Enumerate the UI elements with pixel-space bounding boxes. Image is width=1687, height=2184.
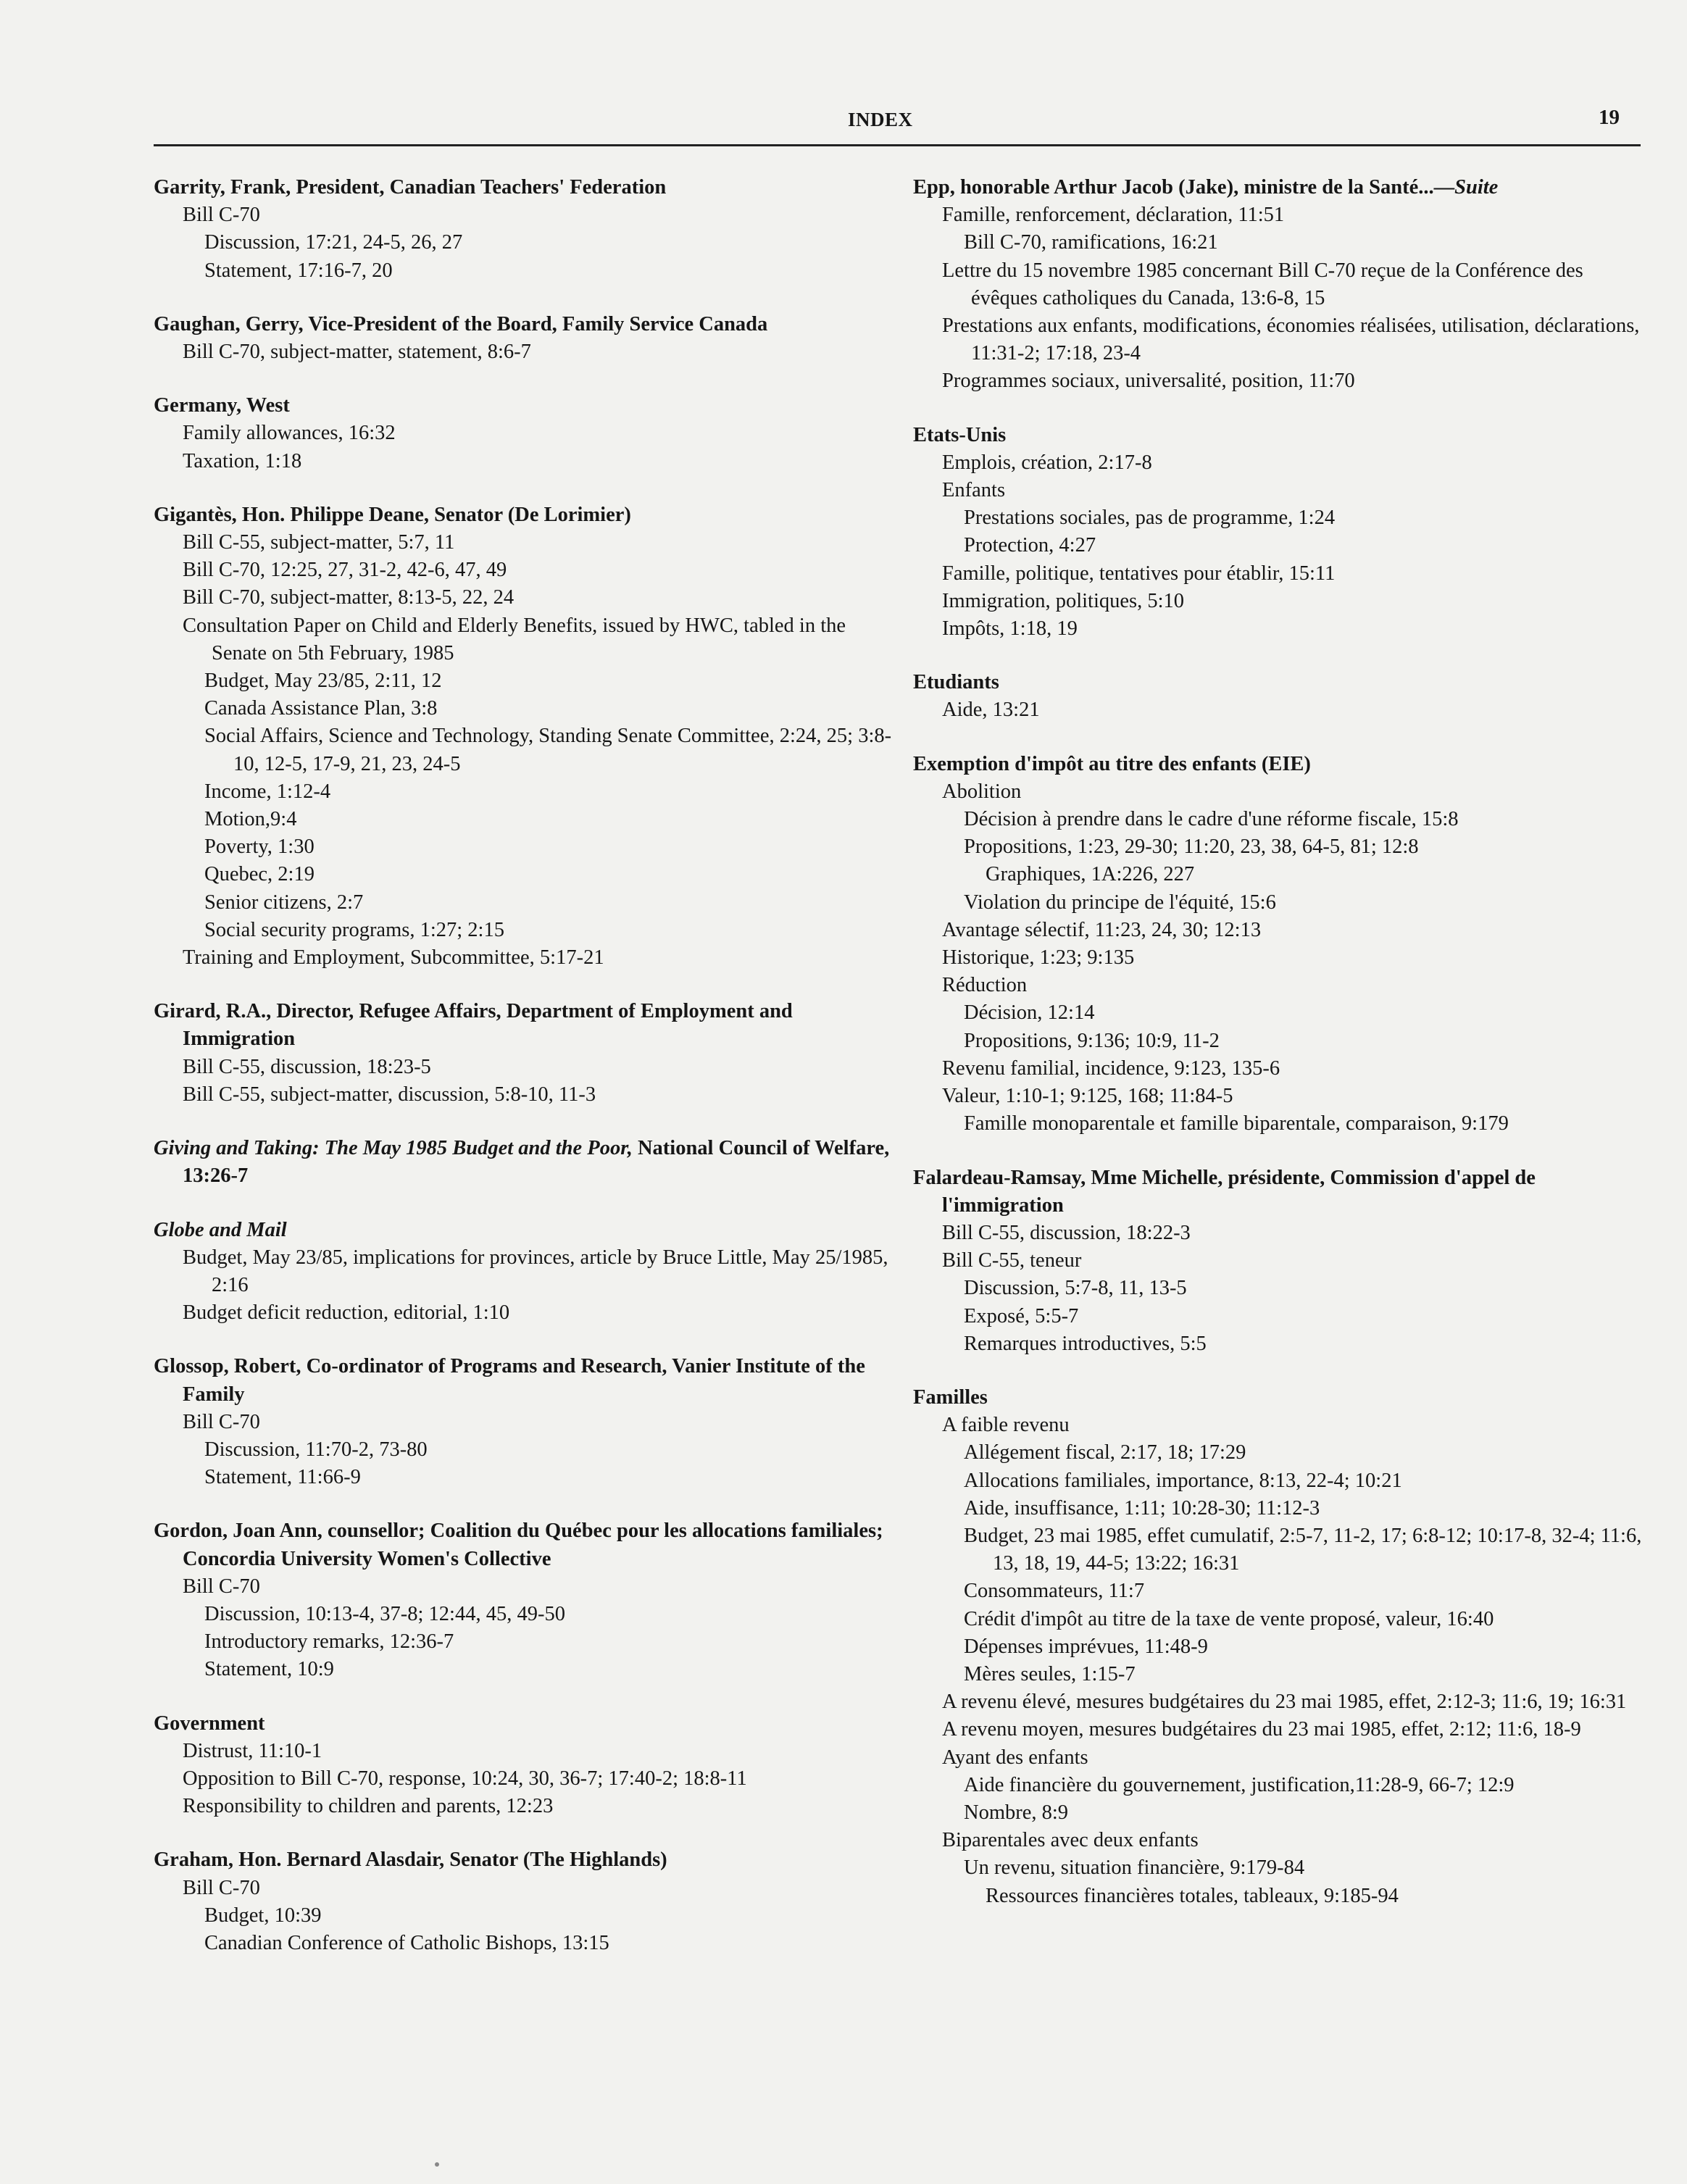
index-entry-heading xyxy=(154,1135,893,1190)
right-index-column xyxy=(913,174,1645,1936)
index-subentry: Bill C-70, 12:25, 27, 31-2, 42-6, 47, 49 xyxy=(183,559,507,582)
index-subentry: Social Affairs, Science and Technology, Standing Senate Committee, 2:24, 25; 3:8-10, 12-5, 17-9, 21, 23, 24-5 xyxy=(204,725,892,775)
index-entry xyxy=(913,174,1645,396)
index-entry-heading-text: Germany, West xyxy=(154,394,290,417)
index-subentry: Bill C-70, subject-matter, 8:13-5, 22, 24 xyxy=(183,586,515,609)
index-subentry: Budget, 10:39 xyxy=(204,1904,322,1927)
index-subentry: Budget, May 23/85, 2:11, 12 xyxy=(204,670,442,693)
index-subentry: Canada Assistance Plan, 3:8 xyxy=(204,697,438,720)
index-subentry: Discussion, 10:13-4, 37-8; 12:44, 45, 49-50 xyxy=(204,1602,565,1625)
index-entry-heading xyxy=(154,1217,893,1244)
index-subentry: Historique, 1:23; 9:135 xyxy=(942,946,1135,970)
index-entry-heading-italic: Globe and Mail xyxy=(154,1218,287,1241)
header-rule xyxy=(154,144,1641,146)
scan-speck xyxy=(435,2162,439,2167)
index-entry-heading-text: Etudiants xyxy=(913,671,999,694)
index-subentry: Aide financière du gouvernement, justification,11:28-9, 66-7; 12:9 xyxy=(964,1773,1515,1796)
index-subentry: Prestations sociales, pas de programme, 1:24 xyxy=(964,507,1336,530)
index-subentry: Poverty, 1:30 xyxy=(204,835,315,859)
index-subentry: Lettre du 15 novembre 1985 concernant Bill C-70 reçue de la Conférence des évêques catholiques du Canada, 13:6-8, 15 xyxy=(942,259,1583,309)
index-subentry: Discussion, 17:21, 24-5, 26, 27 xyxy=(204,231,463,254)
left-index-column xyxy=(154,174,893,1983)
index-subentry: Enfants xyxy=(942,479,1006,502)
index-subentry: Bill C-70, subject-matter, statement, 8:6-7 xyxy=(183,341,531,364)
index-entry-heading xyxy=(154,311,893,338)
index-subentry: Famille, renforcement, déclaration, 11:51 xyxy=(942,204,1285,227)
index-subentry: Statement, 17:16-7, 20 xyxy=(204,259,393,282)
index-entry-heading xyxy=(154,174,893,201)
index-subentry: Aide, insuffisance, 1:11; 10:28-30; 11:12-3 xyxy=(964,1496,1320,1520)
index-subentry: Famille, politique, tentatives pour établir, 15:11 xyxy=(942,562,1336,585)
index-subentry: Statement, 10:9 xyxy=(204,1658,334,1681)
index-entry xyxy=(154,1517,893,1683)
index-entry xyxy=(913,751,1645,1138)
index-subentry: Bill C-70 xyxy=(183,204,260,227)
index-entry-heading xyxy=(913,1384,1645,1412)
index-subentry: Bill C-70 xyxy=(183,1410,260,1433)
index-entry-heading-text: Epp, honorable Arthur Jacob (Jake), ministre de la Santé...— xyxy=(913,176,1455,199)
index-subentry: Family allowances, 16:32 xyxy=(183,422,396,445)
index-subentry: Consommateurs, 11:7 xyxy=(964,1580,1145,1603)
index-subentry: Income, 1:12-4 xyxy=(204,780,331,803)
index-entry-heading-text: Exemption d'impôt au titre des enfants (EIE) xyxy=(913,752,1311,775)
index-subentry: Introductory remarks, 12:36-7 xyxy=(204,1630,454,1654)
index-subentry: Valeur, 1:10-1; 9:125, 168; 11:84-5 xyxy=(942,1085,1233,1108)
index-entry-heading xyxy=(913,1164,1645,1220)
index-subentry: Réduction xyxy=(942,974,1028,997)
index-subentry: Emplois, création, 2:17-8 xyxy=(942,451,1152,474)
index-entry-heading-text: Familles xyxy=(913,1385,988,1409)
index-subentry: Budget deficit reduction, editorial, 1:10 xyxy=(183,1301,510,1325)
index-entry-heading-text: Gigantès, Hon. Philippe Deane, Senator (De Lorimier) xyxy=(154,503,631,526)
index-subentry: Budget, May 23/85, implications for provinces, article by Bruce Little, May 25/1985, 2:16 xyxy=(183,1246,888,1296)
index-subentry: Immigration, politiques, 5:10 xyxy=(942,589,1185,612)
index-entry-heading xyxy=(154,998,893,1053)
index-subentry: Distrust, 11:10-1 xyxy=(183,1739,322,1762)
index-subentry: Bill C-55, subject-matter, discussion, 5:8-10, 11-3 xyxy=(183,1083,596,1106)
index-subentry: Revenu familial, incidence, 9:123, 135-6 xyxy=(942,1056,1280,1080)
index-subentry: Bill C-70 xyxy=(183,1575,260,1598)
index-subentry: Prestations aux enfants, modifications, économies réalisées, utilisation, déclarations, 11:31-2; 17:18, 23-4 xyxy=(942,314,1640,365)
index-subentry: Biparentales avec deux enfants xyxy=(942,1829,1199,1852)
index-subentry: Abolition xyxy=(942,780,1022,803)
index-entry-heading-text: Graham, Hon. Bernard Alasdair, Senator (The Highlands) xyxy=(154,1849,667,1872)
index-subentry: Aide, 13:21 xyxy=(942,699,1040,722)
index-subentry: Protection, 4:27 xyxy=(964,534,1096,557)
index-entry xyxy=(154,174,893,285)
index-subentry: Avantage sélectif, 11:23, 24, 30; 12:13 xyxy=(942,918,1262,941)
index-subentry: A faible revenu xyxy=(942,1414,1070,1437)
index-entry-heading-italic: Giving and Taking: The May 1985 Budget and the Poor, xyxy=(154,1137,633,1160)
index-entry-heading xyxy=(154,1353,893,1408)
index-subentry: Un revenu, situation financière, 9:179-84 xyxy=(964,1856,1305,1880)
index-subentry: Crédit d'impôt au titre de la taxe de vente proposé, valeur, 16:40 xyxy=(964,1607,1494,1630)
index-subentry: Consultation Paper on Child and Elderly Benefits, issued by HWC, tabled in the Senate on 5th February, 1985 xyxy=(183,614,846,664)
index-entry-heading xyxy=(913,669,1645,696)
index-entry-heading-text: Glossop, Robert, Co-ordinator of Programs and Research, Vanier Institute of the Family xyxy=(154,1355,865,1406)
index-entry-heading xyxy=(913,422,1645,449)
index-subentry: Allégement fiscal, 2:17, 18; 17:29 xyxy=(964,1441,1246,1464)
index-subentry: Nombre, 8:9 xyxy=(964,1801,1069,1824)
index-entry xyxy=(154,1353,893,1491)
index-subentry: Allocations familiales, importance, 8:13, 22-4; 10:21 xyxy=(964,1469,1402,1492)
index-entry-heading-text: Falardeau-Ramsay, Mme Michelle, présidente, Commission d'appel de l'immigration xyxy=(913,1166,1536,1217)
index-entry xyxy=(913,1384,1645,1910)
index-subentry: A revenu moyen, mesures budgétaires du 23 mai 1985, effet, 2:12; 11:6, 18-9 xyxy=(942,1718,1581,1741)
index-entry-heading-text: Government xyxy=(154,1712,265,1735)
index-subentry: Budget, 23 mai 1985, effet cumulatif, 2:5-7, 11-2, 17; 6:8-12; 10:17-8, 32-4; 11:6, 13, 18, 19, 44-5; 13:22; 16:31 xyxy=(964,1524,1642,1575)
index-subentry: Programmes sociaux, universalité, position, 11:70 xyxy=(942,370,1355,393)
index-subentry: A revenu élevé, mesures budgétaires du 23 mai 1985, effet, 2:12-3; 11:6, 19; 16:31 xyxy=(942,1691,1627,1714)
index-entry-heading-text: Etats-Unis xyxy=(913,423,1007,446)
index-entry xyxy=(913,669,1645,724)
index-subentry: Graphiques, 1A:226, 227 xyxy=(986,863,1195,886)
index-subentry: Bill C-70 xyxy=(183,1876,260,1899)
index-entry xyxy=(154,501,893,972)
index-subentry: Ressources financières totales, tableaux, 9:185-94 xyxy=(986,1884,1399,1907)
index-entry-heading-text: National Council of Welfare, 13:26-7 xyxy=(183,1137,890,1188)
index-subentry: Discussion, 11:70-2, 73-80 xyxy=(204,1438,428,1461)
index-subentry: Motion,9:4 xyxy=(204,808,297,831)
index-entry xyxy=(913,1164,1645,1358)
index-entry-heading-text: Gordon, Joan Ann, counsellor; Coalition du Québec pour les allocations familiales; Concordia University Women's Collective xyxy=(154,1520,883,1570)
index-subentry: Bill C-55, discussion, 18:22-3 xyxy=(942,1221,1191,1244)
index-subentry: Bill C-55, discussion, 18:23-5 xyxy=(183,1055,431,1078)
index-subentry: Impôts, 1:18, 19 xyxy=(942,617,1078,641)
index-subentry: Propositions, 1:23, 29-30; 11:20, 23, 38, 64-5, 81; 12:8 xyxy=(964,835,1419,859)
index-subentry: Exposé, 5:5-7 xyxy=(964,1304,1079,1328)
page-number: 19 xyxy=(1599,106,1620,129)
index-entry xyxy=(154,998,893,1109)
index-entry xyxy=(154,1135,893,1190)
index-subentry: Bill C-55, teneur xyxy=(942,1249,1082,1272)
index-subentry: Bill C-55, subject-matter, 5:7, 11 xyxy=(183,531,455,554)
index-entry-heading xyxy=(154,1846,893,1874)
index-entry xyxy=(154,392,893,475)
index-entry-heading xyxy=(154,392,893,420)
index-subentry: Propositions, 9:136; 10:9, 11-2 xyxy=(964,1029,1220,1052)
index-subentry: Quebec, 2:19 xyxy=(204,863,315,886)
index-subentry: Ayant des enfants xyxy=(942,1746,1088,1769)
index-entry xyxy=(154,1846,893,1957)
index-entry xyxy=(154,311,893,366)
index-entry-heading-suffix: Suite xyxy=(1454,176,1499,199)
index-entry-heading xyxy=(154,1517,893,1572)
index-entry xyxy=(913,422,1645,643)
index-subentry: Mères seules, 1:15-7 xyxy=(964,1662,1136,1685)
index-subentry: Remarques introductives, 5:5 xyxy=(964,1332,1207,1355)
index-subentry: Dépenses imprévues, 11:48-9 xyxy=(964,1635,1208,1658)
index-subentry: Décision, 12:14 xyxy=(964,1001,1095,1025)
index-subentry: Canadian Conference of Catholic Bishops, 13:15 xyxy=(204,1931,609,1954)
index-subentry: Opposition to Bill C-70, response, 10:24, 30, 36-7; 17:40-2; 18:8-11 xyxy=(183,1767,747,1790)
index-entry xyxy=(154,1710,893,1821)
index-subentry: Training and Employment, Subcommittee, 5:17-21 xyxy=(183,946,604,970)
index-entry-heading xyxy=(913,751,1645,778)
index-entry-heading xyxy=(154,501,893,529)
index-entry-heading-text: Gaughan, Gerry, Vice-President of the Board, Family Service Canada xyxy=(154,312,768,335)
index-subentry: Statement, 11:66-9 xyxy=(204,1466,361,1489)
index-subentry: Responsibility to children and parents, 12:23 xyxy=(183,1795,554,1818)
index-subentry: Famille monoparentale et famille biparentale, comparaison, 9:179 xyxy=(964,1112,1509,1135)
index-subentry: Bill C-70, ramifications, 16:21 xyxy=(964,231,1218,254)
index-entry xyxy=(154,1217,893,1328)
index-entry-heading xyxy=(913,174,1645,201)
index-subentry: Décision à prendre dans le cadre d'une réforme fiscale, 15:8 xyxy=(964,808,1459,831)
index-entry-heading-text: Girard, R.A., Director, Refugee Affairs, Department of Employment and Immigration xyxy=(154,1000,793,1051)
index-subentry: Social security programs, 1:27; 2:15 xyxy=(204,918,504,941)
index-entry-heading-text: Garrity, Frank, President, Canadian Teachers' Federation xyxy=(154,176,667,199)
page-header-title: INDEX xyxy=(848,109,913,130)
index-subentry: Taxation, 1:18 xyxy=(183,449,302,472)
index-subentry: Senior citizens, 2:7 xyxy=(204,891,364,914)
index-entry-heading xyxy=(154,1710,893,1738)
index-subentry: Violation du principe de l'équité, 15:6 xyxy=(964,891,1276,914)
index-subentry: Discussion, 5:7-8, 11, 13-5 xyxy=(964,1277,1187,1300)
